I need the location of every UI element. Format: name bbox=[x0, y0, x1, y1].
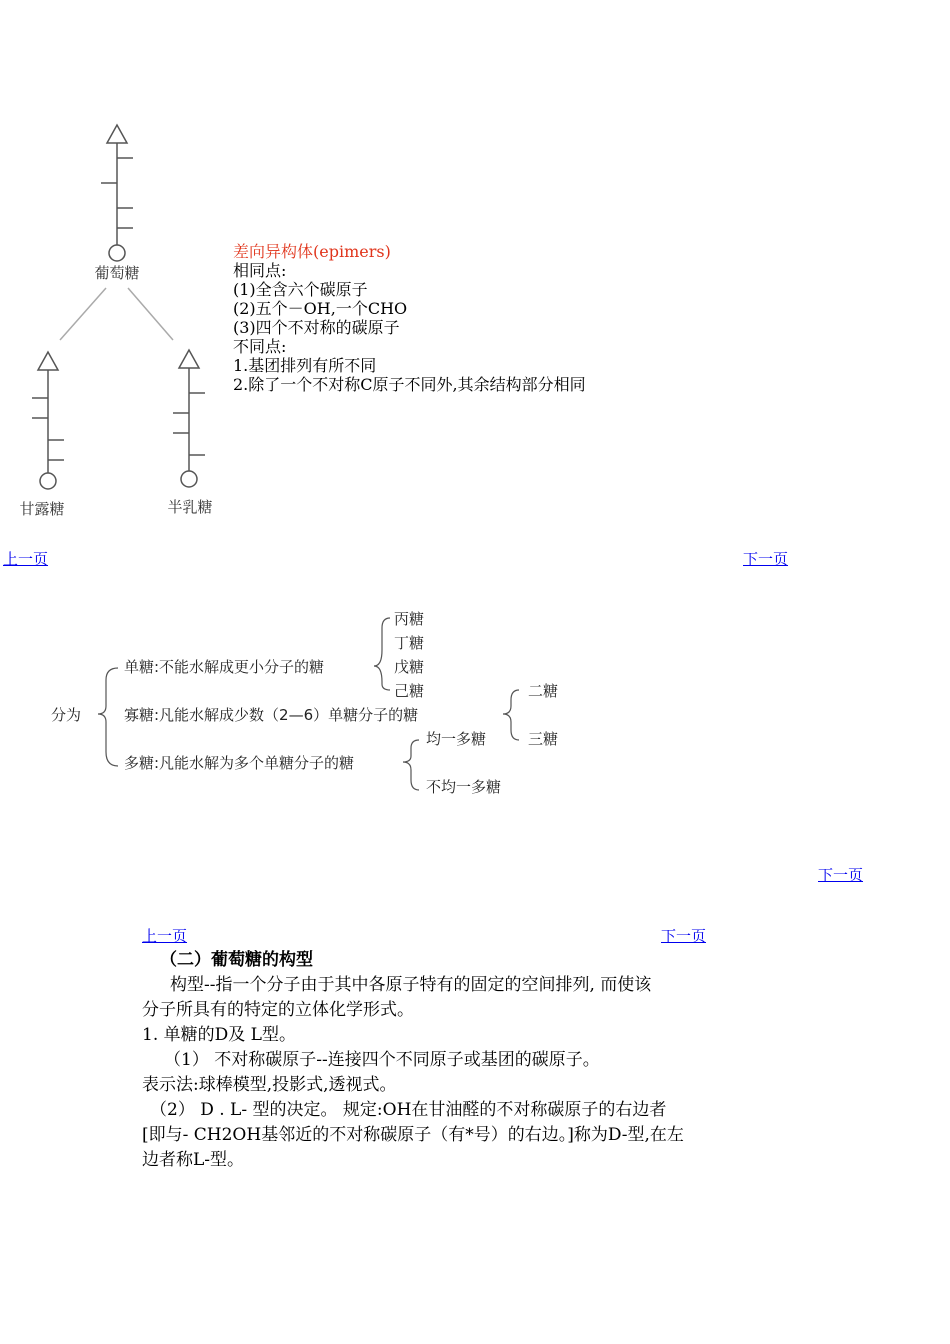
mono-kind: 戊糖 bbox=[394, 658, 425, 676]
next-page-link[interactable]: 下一页 bbox=[743, 550, 789, 568]
mono-brace bbox=[374, 618, 390, 690]
glucose-triangle-icon bbox=[107, 125, 127, 143]
oligo-kind: 二糖 bbox=[528, 682, 559, 700]
poly-brace bbox=[403, 740, 419, 790]
oligo-brace bbox=[503, 690, 519, 740]
mono-definition: 单糖:不能水解成更小分子的糖 bbox=[124, 658, 325, 676]
poly-kind: 不均一多糖 bbox=[426, 778, 502, 796]
paragraph-line: 表示法:球棒模型,投影式,透视式。 bbox=[142, 1075, 397, 1095]
next-page-link[interactable]: 下一页 bbox=[818, 866, 864, 884]
diff-item: 2.除了一个不对称C原子不同外,其余结构部分相同 bbox=[233, 375, 586, 394]
same-heading: 相同点: bbox=[233, 261, 287, 280]
oligo-kind: 三糖 bbox=[528, 730, 559, 748]
epimer-description bbox=[233, 242, 586, 394]
poly-kind: 均一多糖 bbox=[426, 730, 487, 748]
sugar-classification-tree bbox=[0, 600, 600, 810]
mannose-circle-icon bbox=[40, 473, 56, 489]
galactose-triangle-icon bbox=[179, 350, 199, 368]
same-item: (2)五个－OH,一个CHO bbox=[233, 299, 408, 318]
epimer-diagram bbox=[0, 110, 230, 530]
diff-item: 1.基团排列有所不同 bbox=[233, 356, 377, 375]
same-item: (1)全含六个碳原子 bbox=[233, 280, 368, 299]
paragraph-line: （1） 不对称碳原子--连接四个不同原子或基团的碳原子。 bbox=[164, 1050, 600, 1070]
next-page-link[interactable]: 下一页 bbox=[661, 927, 707, 945]
mono-kind: 丁糖 bbox=[394, 634, 425, 652]
poly-definition: 多糖:凡能水解为多个单糖分子的糖 bbox=[124, 754, 355, 772]
paragraph-line: （2） D . L- 型的决定。 规定:OH在甘油醛的不对称碳原子的右边者 bbox=[150, 1100, 667, 1120]
paragraph-line: 1. 单糖的D及 L型。 bbox=[142, 1025, 296, 1045]
galactose-label: 半乳糖 bbox=[167, 498, 213, 516]
mannose-label: 甘露糖 bbox=[19, 500, 65, 518]
configuration-text bbox=[142, 948, 752, 1173]
paragraph-line: 分子所具有的特定的立体化学形式。 bbox=[142, 1000, 414, 1020]
mono-kind: 丙糖 bbox=[394, 610, 425, 628]
diff-heading: 不同点: bbox=[233, 337, 287, 356]
prev-page-link[interactable]: 上一页 bbox=[142, 927, 188, 945]
paragraph-line: 构型--指一个分子由于其中各原子特有的固定的空间排列, 而使该 bbox=[170, 975, 652, 995]
paragraph-line: 边者称L-型。 bbox=[142, 1150, 245, 1170]
same-item: (3)四个不对称的碳原子 bbox=[233, 318, 400, 337]
mannose-triangle-icon bbox=[38, 352, 58, 370]
mono-kind: 己糖 bbox=[394, 682, 425, 700]
prev-page-link[interactable]: 上一页 bbox=[3, 550, 49, 568]
section-heading: （二）葡萄糖的构型 bbox=[160, 950, 313, 970]
root-label: 分为 bbox=[51, 706, 82, 724]
paragraph-line: [即与- CH2OH基邻近的不对称碳原子（有*号）的右边。]称为D-型,在左 bbox=[142, 1125, 684, 1145]
galactose-circle-icon bbox=[181, 471, 197, 487]
epimer-title: 差向异构体(epimers) bbox=[233, 242, 391, 261]
oligo-definition: 寡糖:凡能水解成少数（2—6）单糖分子的糖 bbox=[124, 706, 419, 724]
glucose-label: 葡萄糖 bbox=[94, 264, 140, 282]
glucose-circle-icon bbox=[109, 245, 125, 261]
root-brace bbox=[98, 668, 118, 766]
